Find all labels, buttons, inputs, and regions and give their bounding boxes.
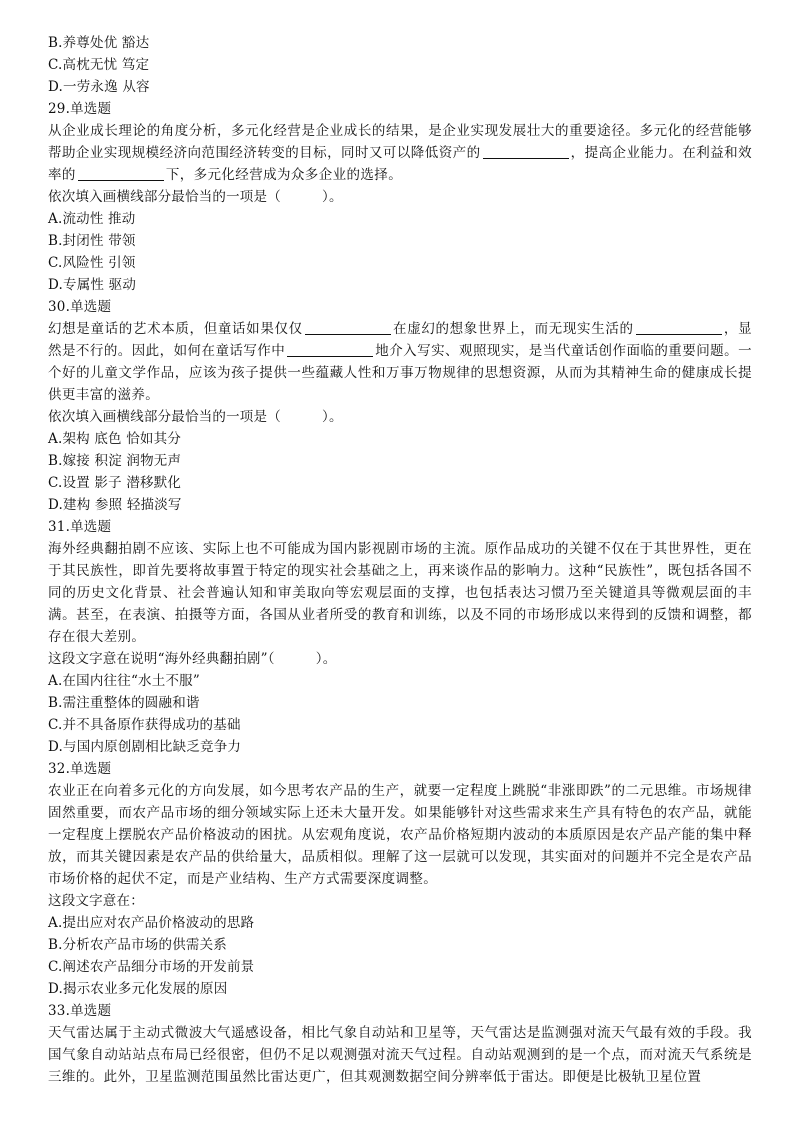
q32-header: 32.单选题 [48,761,112,777]
q31-prompt: 这段文字意在说明“海外经典翻拍剧”（ ）。 [48,651,337,667]
q30-passage [48,318,752,406]
q29-blank-1 [483,144,569,159]
q29-header: 29.单选题 [48,101,112,117]
q29-passage-part2: ，提高企业能力。在利益和效率的 [48,145,752,183]
q30-blank-1 [305,320,391,335]
q30-option-a[interactable]: A.架构 底色 恰如其分 [48,431,182,447]
q30-header: 30.单选题 [48,299,112,315]
q31-option-c[interactable]: C.并不具备原作获得成功的基础 [48,717,241,733]
q32-prompt: 这段文字意在： [48,893,144,909]
q30-option-d[interactable]: D.建构 参照 轻描淡写 [48,497,182,513]
q29-passage-part3: 下，多元化经营成为众多企业的选择。 [165,167,403,183]
q30-blank-2 [636,320,722,335]
q30-option-c[interactable]: C.设置 影子 潜移默化 [48,475,182,491]
q29-passage-part1: 从企业成长理论的角度分析，多元化经营是企业成长的结果，是企业实现发展壮大的重要途径。多元化的经营能够帮助企业实现规模经济向范围经济转变的目标，同时又可以降低资产的 [48,123,752,161]
q30-option-b[interactable]: B.嫁接 积淀 润物无声 [48,453,182,469]
q28-option-d[interactable]: D.一劳永逸 从容 [48,79,150,95]
q31-option-d[interactable]: D.与国内原创剧相比缺乏竞争力 [48,739,242,755]
q29-option-a[interactable]: A.流动性 推动 [48,211,136,227]
q29-option-c[interactable]: C.风险性 引领 [48,255,136,271]
q33-header: 33.单选题 [48,1003,112,1019]
q32-option-b[interactable]: B.分析农产品市场的供需关系 [48,937,228,953]
q32-option-d[interactable]: D.揭示农业多元化发展的原因 [48,981,228,997]
q32-passage: 农业正在向着多元化的方向发展，如今思考农产品的生产，就要一定程度上跳脱“非涨即跌”的二元思维。市场规律固然重要，而农产品市场的细分领域实际上还未大量开发。如果能够针对这些需求来生产具有特色的农产品，就能一定程度上摆脱农产品价格波动的困扰。从宏观角度说，农产品价格短期内波动的本质原因是农产品产能的集中释放，而其关键因素是农产品的供给量大，品质相似。理解了这一层就可以发现，其实面对的问题并不完全是农产品市场价格的起伏不定，而是产业结构、生产方式需要深度调整。 [48,783,752,887]
q33-passage: 天气雷达属于主动式微波大气遥感设备，相比气象自动站和卫星等，天气雷达是监测强对流天气最有效的手段。我国气象自动站站点布局已经很密，但仍不足以观测强对流天气过程。自动站观测到的是一个点，而对流天气系统是三维的。此外，卫星监测范围虽然比雷达更广，但其观测数据空间分辨率低于雷达。即便是比极轨卫星位置 [48,1025,752,1085]
q31-passage: 海外经典翻拍剧不应该、实际上也不可能成为国内影视剧市场的主流。原作品成功的关键不仅在于其世界性，更在于其民族性，即首先要将故事置于特定的现实社会基础之上，再来谈作品的影响力。这种“民族性”，既包括各国不同的历史文化背景、社会普遍认知和审美取向等宏观层面的支撑，也包括表达习惯乃至关键道具等微观层面的丰满。甚至，在表演、拍摄等方面，各国从业者所受的教育和训练，以及不同的市场形成以来得到的反馈和调整，都存在很大差别。 [48,541,752,645]
q30-passage-part2: 在虚幻的想象世界上，而无现实生活的 [392,321,634,337]
q31-option-a[interactable]: A.在国内往往“水土不服” [48,673,200,689]
q29-option-b[interactable]: B.封闭性 带领 [48,233,136,249]
q29-passage [48,120,752,186]
q29-prompt: 依次填入画横线部分最恰当的一项是（ ）。 [48,189,343,205]
q32-option-a[interactable]: A.提出应对农产品价格波动的思路 [48,915,255,931]
q30-passage-part3: ，显然是不行的。因此，如何在童话写作中 [48,321,752,359]
q31-header: 31.单选题 [48,519,112,535]
q31-option-b[interactable]: B.需注重整体的圆融和谐 [48,695,200,711]
q32-option-c[interactable]: C.阐述农产品细分市场的开发前景 [48,959,255,975]
q30-prompt: 依次填入画横线部分最恰当的一项是（ ）。 [48,409,343,425]
q30-blank-3 [287,342,373,357]
q28-option-c[interactable]: C.高枕无忧 笃定 [48,57,150,73]
q28-option-b[interactable]: B.养尊处优 豁达 [48,35,150,51]
q29-option-d[interactable]: D.专属性 驱动 [48,277,137,293]
q30-passage-part1: 幻想是童话的艺术本质，但童话如果仅仅 [48,321,303,337]
q30-passage-part4: 地介入写实、观照现实，是当代童话创作面临的重要问题。一个好的儿童文学作品，应该为孩子提供一些蕴藏人性和万事万物规律的思想资源，从而为其精神生命的健康成长提供更丰富的滋养。 [48,343,752,403]
q29-blank-2 [78,166,164,181]
